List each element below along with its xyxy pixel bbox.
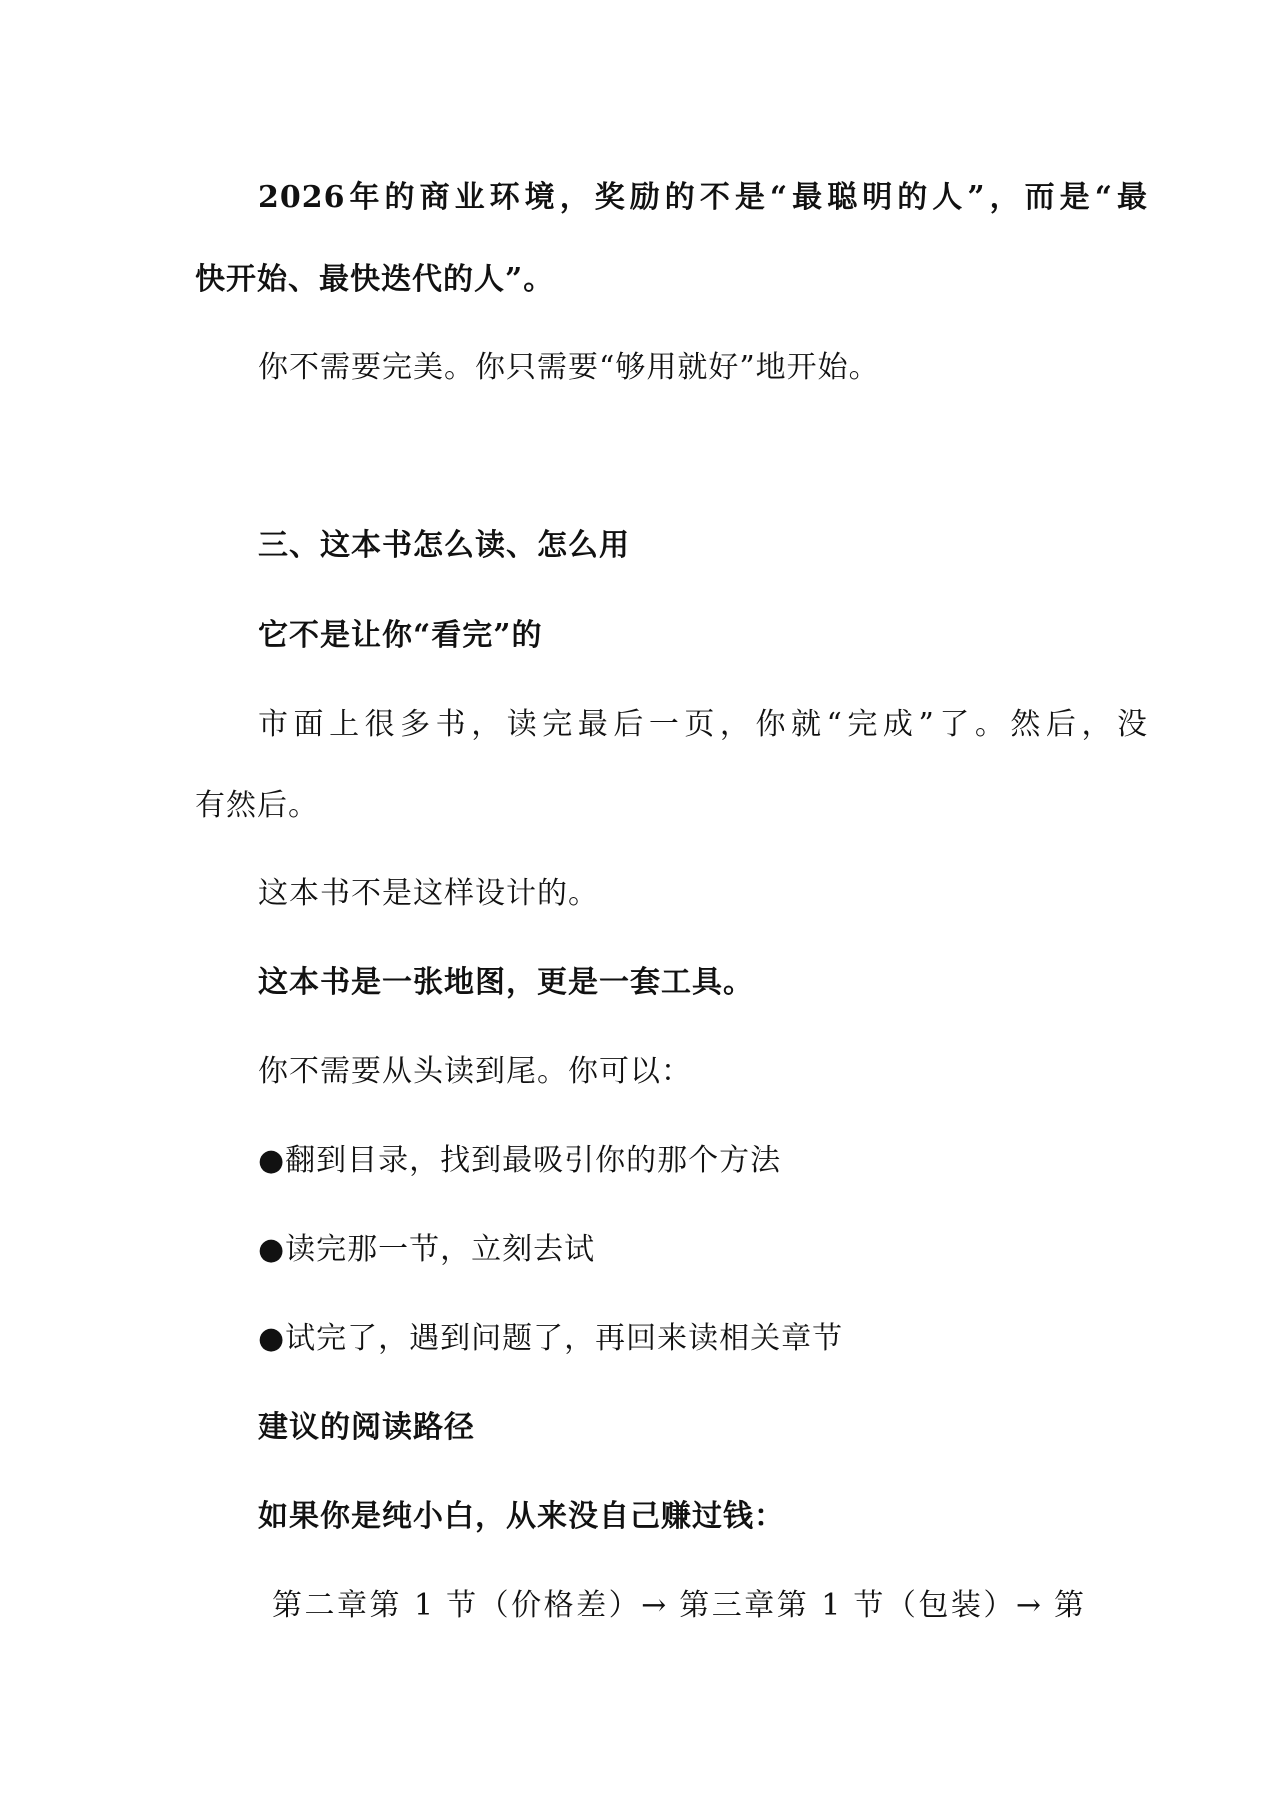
emphasis-paragraph: 这本书是一张地图，更是一套工具。 — [258, 965, 754, 1000]
paragraph: 你不需要从头读到尾。你可以： — [258, 1054, 692, 1089]
subsection-heading: 建议的阅读路径 — [258, 1410, 475, 1445]
section-heading: 三、这本书怎么读、怎么用 — [258, 528, 630, 563]
bullet-item: ●读完那一节，立刻去试 — [258, 1232, 596, 1267]
bullet-item: ●试完了，遇到问题了，再回来读相关章节 — [258, 1321, 844, 1356]
subsection-heading: 它不是让你“看完”的 — [258, 618, 543, 653]
paragraph-line: 快开始、最快迭代的人”。 — [195, 262, 555, 297]
paragraph-line: 市面上很多书，读完最后一页，你就“完成”了。然后，没 — [258, 707, 1148, 742]
paragraph-line: 有然后。 — [195, 788, 319, 823]
emphasis-paragraph: 如果你是纯小白，从来没自己赚过钱： — [258, 1499, 785, 1534]
paragraph-line: 2026年的商业环境，奖励的不是“最聪明的人”，而是“最 — [258, 180, 1148, 215]
bullet-item: ●翻到目录，找到最吸引你的那个方法 — [258, 1143, 782, 1178]
paragraph-line: 第二章第 1 节（价格差）→ 第三章第 1 节（包装）→ 第 — [272, 1588, 1085, 1623]
paragraph: 你不需要完美。你只需要“够用就好”地开始。 — [258, 350, 880, 385]
paragraph: 这本书不是这样设计的。 — [258, 876, 599, 911]
